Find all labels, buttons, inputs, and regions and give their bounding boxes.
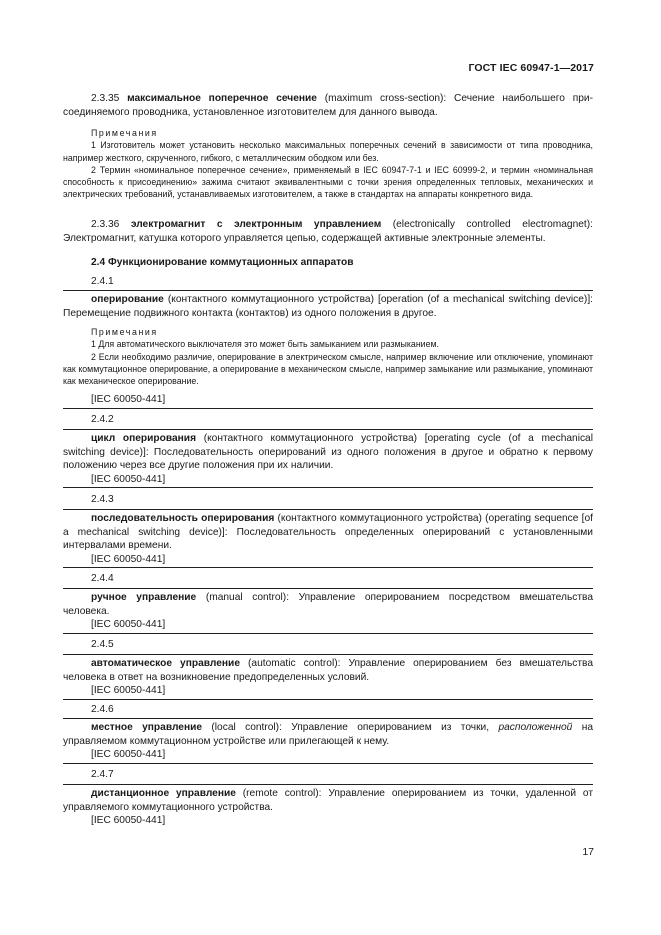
- clause-number-2-4-3: 2.4.3: [91, 494, 114, 505]
- clause-text: (electronically controlled electromagnet): Электромагнит, катушка которого управляется цепью, содержащей активные электронные элементы.: [63, 219, 593, 244]
- clause-number-2-4-1: 2.4.1: [91, 276, 114, 287]
- clause-term: максимальное поперечное сечение: [127, 93, 317, 104]
- clause-text: (контактного коммутационного устройства) [operation (of a mechanical switching device)]: Перемещение подвижного контакта (контактов) из одного положения в другое.: [63, 294, 593, 319]
- clause-number-2-4-4: 2.4.4: [91, 573, 114, 584]
- definition-box-2-4-5: [63, 654, 593, 700]
- clause-term: оперирование: [91, 294, 164, 305]
- clause-number: 2.3.35: [91, 93, 120, 104]
- clause-text: (automatic control): Управление оперированием без вмешательства человека в ответ на возникновение предопределенных условий.: [63, 658, 593, 683]
- clause-2-3-36: [63, 218, 593, 245]
- clause-text-italic: расположенной: [498, 722, 573, 733]
- clause-text: (контактного коммутационного устройства) (operating sequence [of a mechanical switching device)]: Последовательность определенных оперирований с установленными интервалами времени.: [63, 513, 593, 552]
- reference: [IEC 60050-441]: [91, 553, 166, 565]
- document-header: ГОСТ IEC 60947-1—2017: [468, 62, 594, 74]
- clause-term: местное управление: [91, 722, 203, 733]
- notes-heading: Примечания: [91, 128, 158, 139]
- notes-block: [63, 326, 593, 387]
- note-2: 2 Термин «номинальное поперечное сечение», применяемый в IEC 60947-7-1 и IEC 60999-2, и термин «номинальная способность к присоединению» зажима считают эквивалентными с точки зрения определенных тепловых, механических и электрических требований, устанавливаемых изготовителем, а также в стандартах на аппараты конкретного вида.: [63, 164, 593, 200]
- definition-box-2-4-7: [63, 784, 593, 829]
- reference: [IEC 60050-441]: [91, 749, 166, 761]
- reference: [IEC 60050-441]: [91, 394, 166, 406]
- reference: [IEC 60050-441]: [91, 685, 166, 697]
- definition-box-2-4-1: [63, 290, 593, 409]
- notes-heading: Примечания: [91, 327, 158, 338]
- clause-term: последовательность оперирования: [91, 513, 275, 524]
- clause-number-2-4-2: 2.4.2: [91, 414, 114, 425]
- definition-box-2-4-2: [63, 429, 593, 488]
- clause-number: 2.3.36: [91, 219, 120, 230]
- clause-term: автоматическое управление: [91, 658, 240, 669]
- clause-2-3-35: [63, 92, 593, 200]
- section-2-4: [63, 256, 593, 270]
- page-number: 17: [582, 846, 594, 858]
- clause-text: (local control): Управление оперированием из точки,: [211, 722, 490, 733]
- clause-number-2-4-5: 2.4.5: [91, 639, 114, 650]
- note-1: 1 Для автоматического выключателя это может быть замыканием или размыканием.: [91, 339, 439, 350]
- clause-term: электромагнит с электронным управлением: [130, 219, 382, 230]
- clause-text: (remote control): Управление оперированием из точки, удаленной от управляемого коммутационного устройства.: [63, 788, 593, 813]
- notes-block: [63, 127, 593, 200]
- clause-text: (manual control): Управление оперированием посредством вмешательства человека.: [63, 592, 593, 617]
- note-1: 1 Изготовитель может установить несколько максимальных поперечных сечений в зависимости от типа проводника, например жесткого, скрученного, гибкого, с металлическим ободком или без.: [63, 140, 593, 163]
- definition-box-2-4-4: [63, 588, 593, 634]
- definition-box-2-4-3: [63, 509, 593, 568]
- clause-text: (контактного коммутационного устройства) [operating cycle (of a mechanical switching device)]: Последовательность оперирований из одного положения в другое и обратно к первому положению через все другие положения при их наличии.: [63, 433, 593, 472]
- reference: [IEC 60050-441]: [91, 473, 166, 485]
- clause-text: (maximum cross-section): Сечение наибольшего присоединяемого проводника, установленное изготовителем для данного вывода.: [63, 93, 593, 118]
- clause-term: дистанционное управление: [91, 788, 236, 799]
- reference: [IEC 60050-441]: [91, 619, 166, 631]
- clause-term: ручное управление: [91, 592, 197, 603]
- clause-text: на управляемом коммутационном устройстве или прилегающей к нему.: [63, 722, 593, 747]
- clause-term: цикл оперирования: [91, 433, 197, 444]
- note-2: 2 Если необходимо различие, оперирование в электрическом смысле, например включение или отключение, упоминают как коммутационное оперирование, а оперирование в механическом смысле, например замыкание или размыкание, упоминают как механическое оперирование.: [63, 351, 593, 386]
- definition-box-2-4-6: [63, 718, 593, 764]
- clause-number-2-4-6: 2.4.6: [91, 704, 114, 715]
- clause-number-2-4-7: 2.4.7: [91, 769, 114, 780]
- reference: [IEC 60050-441]: [91, 815, 166, 827]
- section-title: 2.4 Функционирование коммутационных аппаратов: [91, 257, 354, 268]
